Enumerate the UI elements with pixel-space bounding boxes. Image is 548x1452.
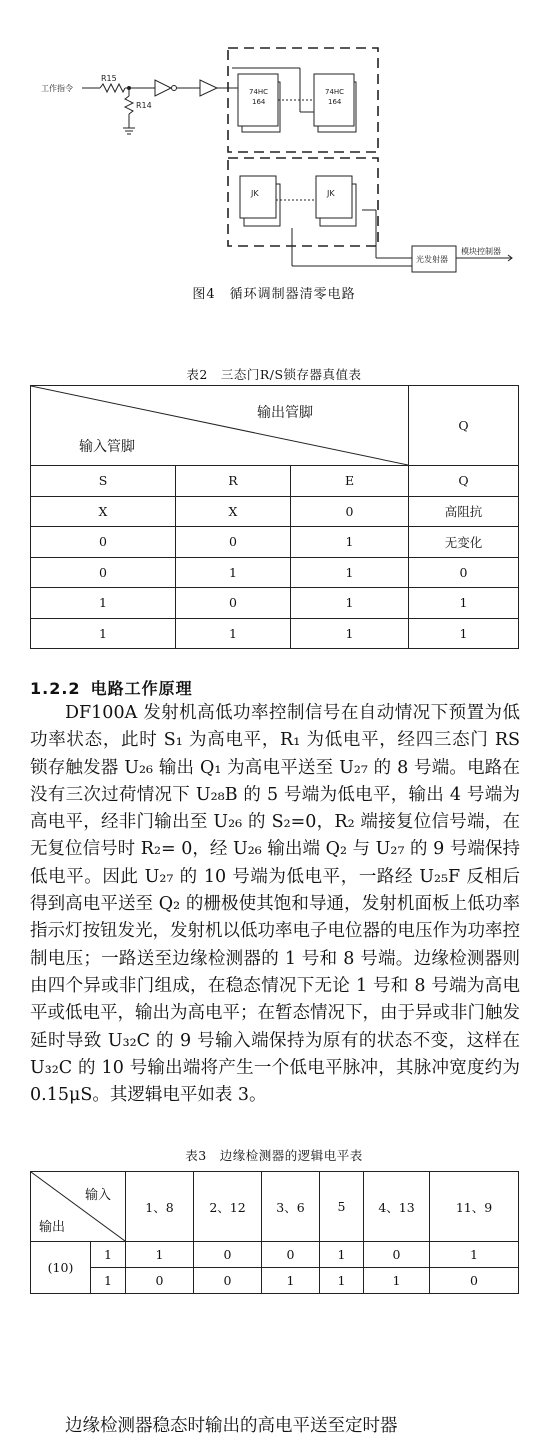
paragraph-text: 边缘检测器稳态时输出的高电平送至定时器 xyxy=(65,1416,398,1436)
section-title: 电路工作原理 xyxy=(90,679,193,698)
table2-caption: 表2 三态门R/S锁存器真值表 xyxy=(186,367,362,382)
fig-jk-b: JK xyxy=(327,189,335,198)
table3-col-header: 3、6 xyxy=(262,1172,320,1242)
table-cell: X xyxy=(31,496,176,527)
table-cell: 1 xyxy=(31,588,176,619)
table-cell: 0 xyxy=(31,557,176,588)
table-cell: 1 xyxy=(409,588,519,619)
table2-diagonal-header xyxy=(31,386,409,466)
table3-group-label: (10) xyxy=(31,1242,91,1294)
table-row xyxy=(31,557,519,588)
table2-input-pins-label: 输入管脚 xyxy=(79,439,135,455)
table-cell: 0 xyxy=(194,1268,262,1294)
table-cell: 0 xyxy=(291,496,409,527)
table-row xyxy=(31,1242,519,1268)
table-cell: 1 xyxy=(364,1268,430,1294)
table-cell: 1 xyxy=(291,588,409,619)
table-cell: 0 xyxy=(262,1242,320,1268)
fig-jk-a: JK xyxy=(251,189,259,198)
table-row xyxy=(31,618,519,649)
table3-diagonal-header xyxy=(31,1172,126,1242)
table-cell: 1 xyxy=(291,557,409,588)
fig-output-label: 模块控制器 xyxy=(461,247,501,256)
table2-q-header: Q xyxy=(409,386,519,466)
table-cell: 0 xyxy=(194,1242,262,1268)
section-heading xyxy=(30,676,193,699)
table-cell: 高阻抗 xyxy=(409,496,519,527)
body-paragraph xyxy=(30,1413,520,1440)
section-number: 1.2.2 xyxy=(30,679,81,698)
table-row xyxy=(31,527,519,558)
table-cell: 0 xyxy=(126,1268,194,1294)
table2-output-pins-label: 输出管脚 xyxy=(257,405,314,421)
fig-input-label: 工作指令 xyxy=(41,84,73,93)
table3-col-header: 2、12 xyxy=(194,1172,262,1242)
table-cell: 1 xyxy=(176,557,291,588)
circuit-figure xyxy=(0,0,548,300)
table-cell: 1 xyxy=(291,618,409,649)
table-cell: Q xyxy=(409,466,519,497)
table-cell: 1 xyxy=(320,1268,364,1294)
body-paragraph xyxy=(30,700,520,1140)
table-cell: 0 xyxy=(176,527,291,558)
fig-chip-a-line2: 164 xyxy=(252,98,266,106)
table-cell: 1 xyxy=(291,527,409,558)
table-cell: X xyxy=(176,496,291,527)
table-cell: 1 xyxy=(91,1242,126,1268)
table3-col-header: 5 xyxy=(320,1172,364,1242)
table-row xyxy=(31,496,519,527)
table-cell: 无变化 xyxy=(409,527,519,558)
table-cell: 1 xyxy=(409,618,519,649)
table-cell: 0 xyxy=(364,1242,430,1268)
fig-chip-a-line1: 74HC xyxy=(249,88,269,96)
fig-chip-b-line1: 74HC xyxy=(325,88,345,96)
table-cell: 1 xyxy=(176,618,291,649)
table-cell: 0 xyxy=(176,588,291,619)
fig-chip-b-line2: 164 xyxy=(328,98,342,106)
table3-output-label: 输出 xyxy=(39,1220,66,1235)
fig-r14-label: R14 xyxy=(136,101,152,110)
table-row xyxy=(31,1268,519,1294)
table-row xyxy=(31,588,519,619)
table-cell: 0 xyxy=(31,527,176,558)
table-cell: 1 xyxy=(262,1268,320,1294)
fig-emitter-label: 光发射器 xyxy=(416,255,448,264)
paragraph-text: DF100A 发射机高低功率控制信号在自动情况下预置为低功率状态，此时 S₁ 为高电平，R₁ 为低电平，经四三态门 RS 锁存触发器 U₂₆ 输出 Q₁ 为高电平送至 U₂₇ 的 8 号端。电路在没有三次过荷情况下 U₂₈B 的 5 号端为低电平，输出 4 号端为高电平，经非门输出至 U₂₆ 的 S₂=0，R₂ 端接复位信号端，在无复位信号时 R₂= 0，经 U₂₆ 输出端 Q₂ 与 U₂₇ 的 9 号端保持低电平。因此 U₂₇ 的 10 号端为低电平，一路经 U₂₅F 反相后得到高电平送至 Q₂ 的栅极使其饱和导通，发射机面板上低功率指示灯按钮发光，发射机以低功率电子电位器的电压作为功率控制电压；一路送至边缘检测器的 1 号和 8 号端。边缘检测器则由四个异或非门组成，在稳态情况下无论 1 号和 8 号端为高电平或低电平，输出为高电平；在暂态情况下，由于异或非门触发延时导致 U₃₂C 的 9 号输入端保持为原有的状态不变，这样在 U₃₂C 的 10 号输出端将产生一个低电平脉冲，其脉冲宽度约为 0.15μS。其逻辑电平如表 3。 xyxy=(30,703,520,1106)
table-cell: 0 xyxy=(409,557,519,588)
table-cell: S xyxy=(31,466,176,497)
table-cell: 1 xyxy=(31,618,176,649)
table-cell: 1 xyxy=(320,1242,364,1268)
table-cell: 1 xyxy=(126,1242,194,1268)
table3-input-label: 输入 xyxy=(84,1188,111,1203)
table3-col-header: 1、8 xyxy=(126,1172,194,1242)
figure-caption: 图4 循环调制器清零电路 xyxy=(192,287,356,302)
table-cell: 1 xyxy=(430,1242,519,1268)
table3-col-header: 4、13 xyxy=(364,1172,430,1242)
table3-caption: 表3 边缘检测器的逻辑电平表 xyxy=(185,1148,363,1163)
table3-col-header: 11、9 xyxy=(430,1172,519,1242)
table-cell: 0 xyxy=(430,1268,519,1294)
table-cell: E xyxy=(291,466,409,497)
table-row xyxy=(31,466,519,497)
fig-r15-label: R15 xyxy=(101,74,117,83)
table-cell: R xyxy=(176,466,291,497)
logic-level-table xyxy=(30,1171,519,1294)
table-cell: 1 xyxy=(91,1268,126,1294)
truth-table xyxy=(30,385,519,649)
